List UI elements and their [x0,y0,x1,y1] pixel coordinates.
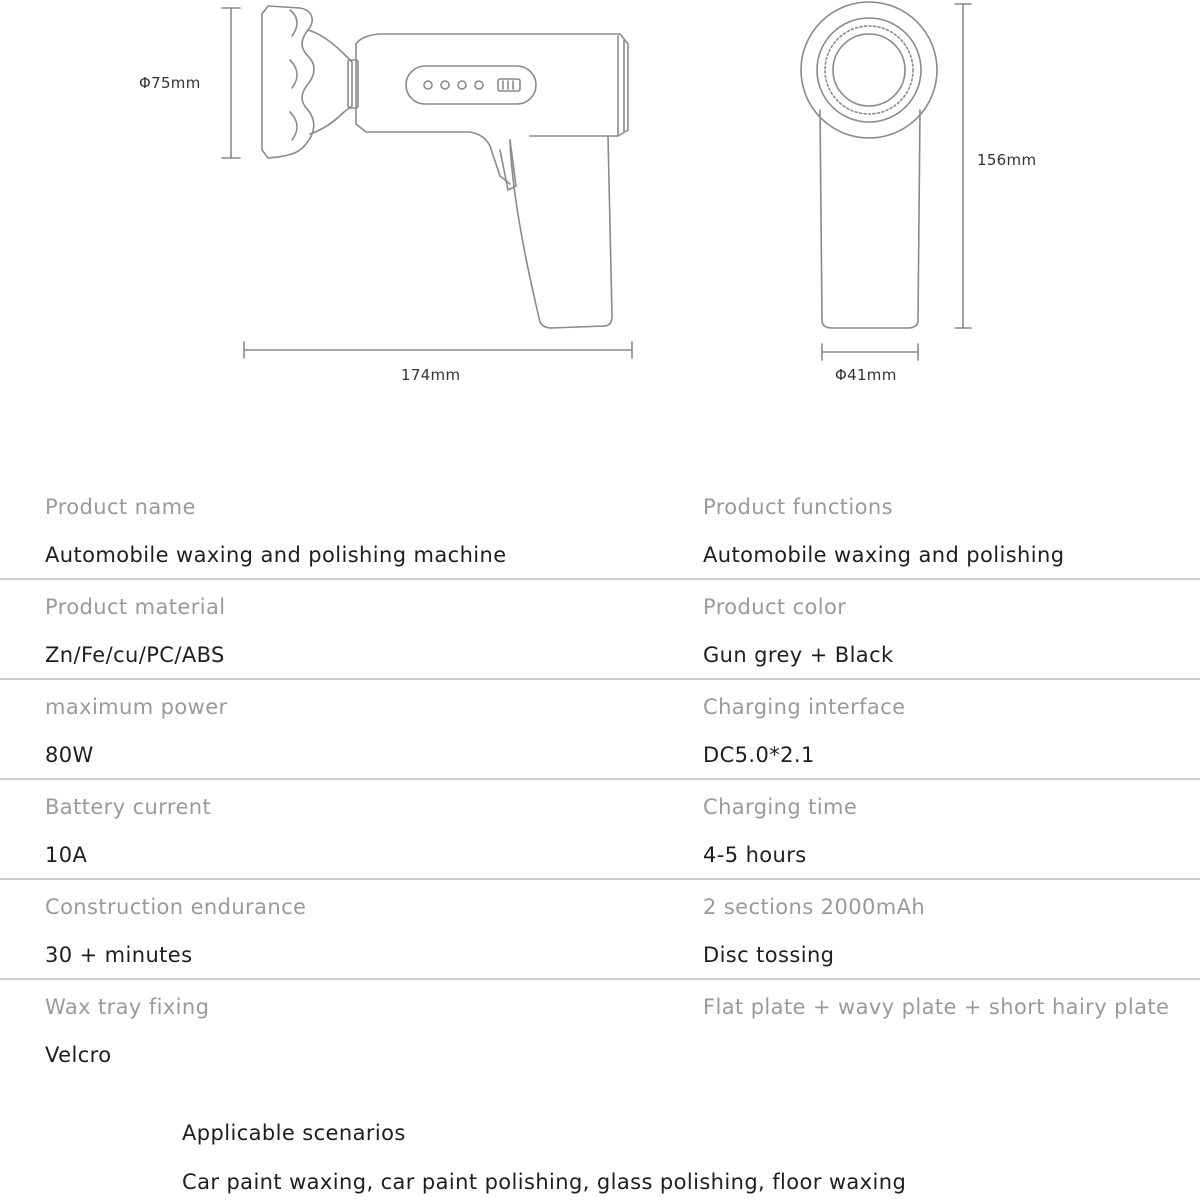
disc-diameter-label: Φ75mm [139,74,201,92]
spec-value: DC5.0*2.1 [703,743,815,767]
height-label: 156mm [977,151,1037,169]
length-label: 174mm [401,366,461,384]
spec-label: Flat plate + wavy plate + short hairy plate [703,995,1170,1019]
spec-label: Product name [45,495,196,519]
spec-value: 30 + minutes [45,943,193,967]
spec-cell [45,680,228,778]
spec-row [0,580,1200,680]
polisher-outline-drawing [0,0,1200,430]
spec-value: Zn/Fe/cu/PC/ABS [45,643,225,667]
spec-table [0,480,1200,1078]
spec-cell [703,980,1169,1078]
spec-cell [45,780,211,878]
spec-label: Charging interface [703,695,906,719]
spec-cell [45,980,209,1078]
spec-label: Battery current [45,795,212,819]
spec-label: Wax tray fixing [45,995,210,1019]
spec-row [0,980,1200,1078]
spec-cell [703,880,925,978]
spec-label: maximum power [45,695,228,719]
spec-row [0,880,1200,980]
spec-cell [703,680,905,778]
spec-value [703,1029,1169,1078]
spec-value: 80W [45,743,94,767]
scenarios-text: Car paint waxing, car paint polishing, glass polishing, floor waxing [182,1170,907,1194]
spec-cell [45,480,507,578]
spec-label: 2 sections 2000mAh [703,895,926,919]
spec-value: Gun grey + Black [703,643,894,667]
spec-value: Disc tossing [703,943,835,967]
spec-value: 10A [45,843,88,867]
spec-row [0,780,1200,880]
handle-diameter-label: Φ41mm [835,366,897,384]
scenarios-title: Applicable scenarios [182,1121,406,1145]
spec-label: Product color [703,595,847,619]
spec-value: 4-5 hours [703,843,807,867]
spec-label: Charging time [703,795,858,819]
product-dimension-drawing [0,0,1200,430]
spec-label: Product functions [703,495,893,519]
spec-label: Construction endurance [45,895,307,919]
spec-value: Velcro [45,1043,112,1067]
spec-value: Automobile waxing and polishing [703,543,1065,567]
spec-label: Product material [45,595,226,619]
spec-cell [45,580,225,678]
spec-cell [703,580,894,678]
spec-cell [703,780,857,878]
spec-row [0,680,1200,780]
spec-cell [703,480,1064,578]
spec-row [0,480,1200,580]
spec-cell [45,880,306,978]
spec-value: Automobile waxing and polishing machine [45,543,507,567]
